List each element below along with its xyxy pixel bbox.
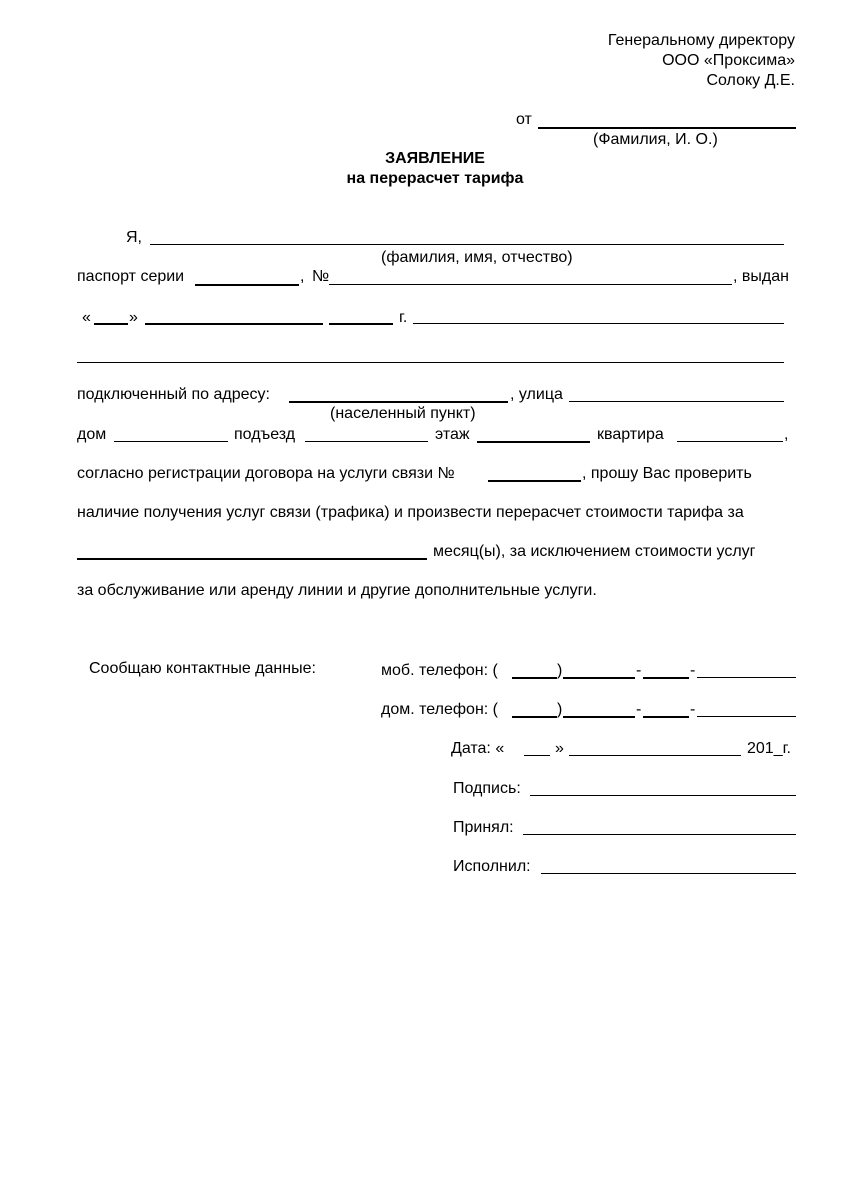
- mobile-phone-label: моб. телефон: (: [381, 662, 498, 679]
- house-field[interactable]: [114, 441, 228, 442]
- issue-month-field[interactable]: [145, 323, 323, 325]
- home-phone-part3-field[interactable]: [697, 716, 796, 717]
- issue-day-open-quote: «: [82, 309, 91, 326]
- passport-number-sign: №: [312, 268, 330, 285]
- date-month-field[interactable]: [569, 755, 741, 756]
- mobile-phone-code-field[interactable]: [512, 677, 557, 679]
- months-text: месяц(ы), за исключением стоимости услуг: [433, 543, 756, 560]
- home-phone-part1-field[interactable]: [563, 716, 635, 718]
- issue-day-close-quote: »: [129, 309, 138, 326]
- issued-by-continuation-field[interactable]: [77, 362, 784, 363]
- contract-number-field[interactable]: [488, 480, 581, 482]
- settlement-hint: (населенный пункт): [330, 405, 476, 422]
- street-label: , улица: [510, 386, 563, 403]
- home-phone-paren-close: ): [557, 701, 563, 718]
- full-name-field[interactable]: [150, 244, 784, 245]
- addressee-line-3: Солоку Д.Е.: [706, 72, 795, 89]
- date-close-quote: »: [555, 740, 564, 757]
- signature-field[interactable]: [530, 795, 796, 796]
- connected-address-label: подключенный по адресу:: [77, 386, 270, 403]
- date-year: 201_г.: [747, 740, 791, 757]
- accepted-field[interactable]: [523, 834, 796, 835]
- months-field[interactable]: [77, 558, 427, 560]
- apartment-comma: ,: [784, 426, 789, 443]
- mobile-phone-part3-field[interactable]: [697, 677, 796, 678]
- document-title: ЗАЯВЛЕНИЕ: [385, 150, 485, 167]
- from-name-field[interactable]: [538, 127, 796, 129]
- house-label: дом: [77, 426, 107, 443]
- street-field[interactable]: [569, 401, 784, 402]
- executed-label: Исполнил:: [453, 858, 531, 875]
- executed-field[interactable]: [541, 873, 796, 874]
- apartment-label: квартира: [597, 426, 664, 443]
- full-name-hint: (фамилия, имя, отчество): [381, 249, 573, 266]
- passport-comma: ,: [300, 268, 305, 285]
- settlement-field[interactable]: [289, 401, 508, 403]
- mobile-phone-part2-field[interactable]: [643, 677, 689, 679]
- from-hint: (Фамилия, И. О.): [593, 131, 718, 148]
- request-text: наличие получения услуг связи (трафика) и произвести перерасчет стоимости тарифа за: [77, 504, 744, 521]
- floor-field[interactable]: [477, 441, 590, 443]
- issue-year-field[interactable]: [329, 323, 393, 325]
- issued-label: , выдан: [733, 268, 789, 285]
- passport-number-field[interactable]: [329, 284, 732, 285]
- entrance-field[interactable]: [305, 441, 428, 442]
- mobile-phone-dash-1: -: [636, 662, 642, 679]
- exclusion-text: за обслуживание или аренду линии и другие дополнительные услуги.: [77, 582, 597, 599]
- issue-day-field[interactable]: [94, 323, 128, 325]
- mobile-phone-paren-close: ): [557, 662, 563, 679]
- floor-label: этаж: [435, 426, 470, 443]
- contract-text: согласно регистрации договора на услуги связи №: [77, 465, 455, 482]
- issue-year-abbr: г.: [399, 309, 408, 326]
- contract-text-tail: , прошу Вас проверить: [582, 465, 752, 482]
- addressee-line-1: Генеральному директору: [607, 32, 795, 49]
- home-phone-code-field[interactable]: [512, 716, 557, 718]
- home-phone-label: дом. телефон: (: [381, 701, 498, 718]
- date-label: Дата: «: [451, 740, 505, 757]
- passport-series-label: паспорт серии: [77, 268, 185, 285]
- signature-label: Подпись:: [453, 780, 521, 797]
- i-label: Я,: [126, 229, 142, 246]
- accepted-label: Принял:: [453, 819, 514, 836]
- home-phone-dash-1: -: [636, 701, 642, 718]
- issued-by-field[interactable]: [413, 323, 784, 324]
- mobile-phone-part1-field[interactable]: [563, 677, 635, 679]
- contacts-label: Сообщаю контактные данные:: [89, 660, 316, 677]
- mobile-phone-dash-2: -: [690, 662, 696, 679]
- document-subtitle: на перерасчет тарифа: [346, 170, 524, 187]
- addressee-line-2: ООО «Проксима»: [662, 52, 795, 69]
- passport-series-field[interactable]: [195, 284, 299, 286]
- apartment-field[interactable]: [677, 441, 783, 442]
- from-label: от: [516, 111, 532, 128]
- home-phone-part2-field[interactable]: [643, 716, 689, 718]
- date-day-field[interactable]: [524, 755, 550, 756]
- home-phone-dash-2: -: [690, 701, 696, 718]
- entrance-label: подъезд: [234, 426, 296, 443]
